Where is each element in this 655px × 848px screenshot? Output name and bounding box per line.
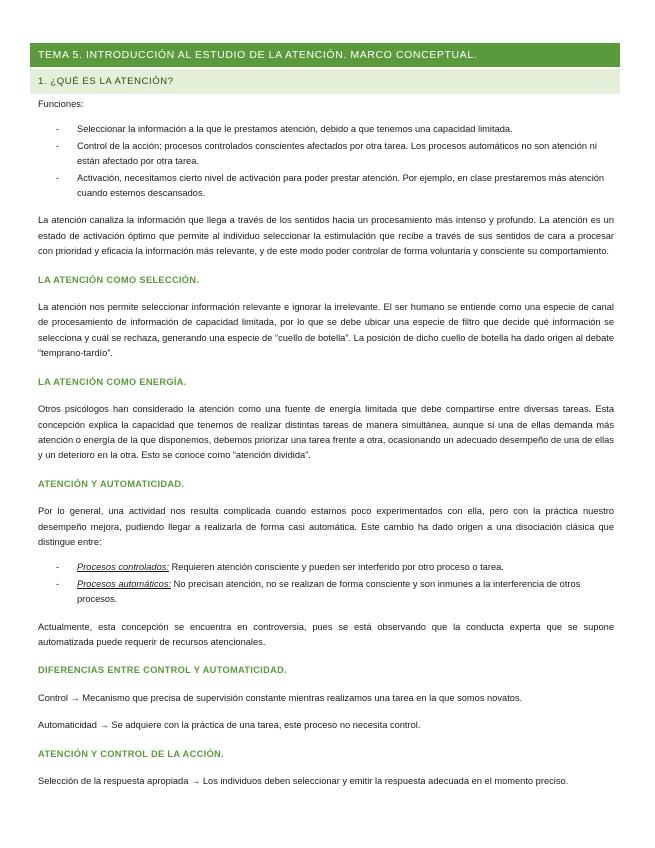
heading-automaticidad: ATENCIÓN Y AUTOMATICIDAD.: [38, 478, 185, 489]
intro-paragraph: La atención canaliza la información que llega a través de los sentidos hacia un procesamiento más intenso y profundo. La atención es un estado de activación óptimo que permite al individuo seleccionar la estimulación que recibe a través de sus sentidos de cara a procesar con prioridad y eficacia la información más relevante, y de este modo poder controlar de forma voluntaria y consciente su comportamiento.: [38, 215, 614, 257]
paragraph-controversia: Actualmente, esta concepción se encuentra en controversia, pues se está observando que la conducta experta que se supone automatizada puede requerir de recursos atencionales.: [38, 621, 614, 647]
heading-seleccion: LA ATENCIÓN COMO SELECCIÓN.: [38, 274, 200, 285]
heading-diferencias: DIFERENCIAS ENTRE CONTROL Y AUTOMATICIDAD.: [38, 665, 287, 676]
functions-list: [38, 122, 614, 201]
heading-control-accion: ATENCIÓN Y CONTROL DE LA ACCIÓN.: [38, 748, 224, 759]
bullet-dash: -: [56, 562, 60, 573]
list-item: - Seleccionar la información a la que le prestamos atención, debido a que tenemos una capacidad limitada.: [38, 122, 614, 137]
list-item: - Procesos controlados: Requieren atención consciente y pueden ser interferido por otro proceso o tarea.: [38, 560, 614, 575]
paragraph-energia: Otros psicólogos han considerado la atención como una fuente de energía limitada que debe compartirse entre diversas tareas. Esta concepción explica la capacidad que tenemos de realizar distintas tareas de manera simultánea, aunque si una de ellas demanda más atención o energía de la que disponemos, debemos priorizar una tarea frente a otra, ocasionando un adecuado desempeño de una de ellas y un deterioro en la otra. Esto se conoce como “atención dividida”.: [38, 404, 614, 461]
bullet-dash: -: [56, 124, 60, 135]
list-item: - Activación, necesitamos cierto nivel de activación para poder prestar atención. Por ejemplo, en clase prestaremos más atención cuando estemos descansados.: [56, 172, 605, 199]
paragraph-control-accion: Selección de la respuesta apropiada → Los individuos deben seleccionar y emitir la respuesta adecuada en el momento preciso.: [38, 776, 569, 786]
term-controlados: Procesos controlados:: [77, 562, 169, 573]
term-automaticos: Procesos automáticos:: [77, 578, 172, 589]
process-types-list: [38, 560, 614, 607]
list-item: - Procesos automáticos: No precisan atención, no se realizan de forma consciente y son inmunes a la interferencia de otros procesos.: [56, 578, 581, 605]
paragraph-control: Control → Mecanismo que precisa de supervisión constante mientras realizamos una tarea en la que somos novatos.: [38, 692, 523, 703]
bullet-dash: -: [56, 140, 60, 151]
paragraph-seleccion: La atención nos permite seleccionar información relevante e ignorar la irrelevante. El ser humano se entiende como una especie de canal de procesamiento de información de capacidad limitada, por lo que se debe ubicar una especie de filtro que decide qué información se selecciona y cuál se rechaza, generando una especie de “cuello de botella”. La posición de dicho cuello de botella ha dado origen al debate “temprano-tardío”.: [38, 302, 614, 359]
paragraph-automaticidad-def: Automaticidad → Se adquiere con la práctica de una tarea, este proceso no necesita control.: [38, 720, 421, 731]
document-body: [38, 97, 614, 789]
heading-energia: LA ATENCIÓN COMO ENERGÍA.: [38, 376, 187, 387]
list-item: - Control de la acción; procesos controlados conscientes afectados por otra tarea. Los procesos automáticos no son atención ni están afectado por otra tarea.: [56, 140, 597, 167]
bullet-dash: -: [56, 578, 60, 589]
topic-title-banner: TEMA 5. INTRODUCCIÓN AL ESTUDIO DE LA ATENCIÓN. MARCO CONCEPTUAL.: [30, 43, 620, 67]
section-title-banner: 1. ¿QUÉ ES LA ATENCIÓN?: [30, 69, 620, 94]
paragraph-automaticidad: Por lo general, una actividad nos resulta complicada cuando estamos poco experimentados con ella, pero con la práctica nuestro desempeño mejora, pudiendo llegar a realizarla de forma casi automática. Este cambio ha dado origen a una disociación clásica que distingue entre:: [38, 506, 614, 547]
functions-label: Funciones:: [38, 99, 84, 109]
bullet-dash: -: [56, 172, 60, 183]
